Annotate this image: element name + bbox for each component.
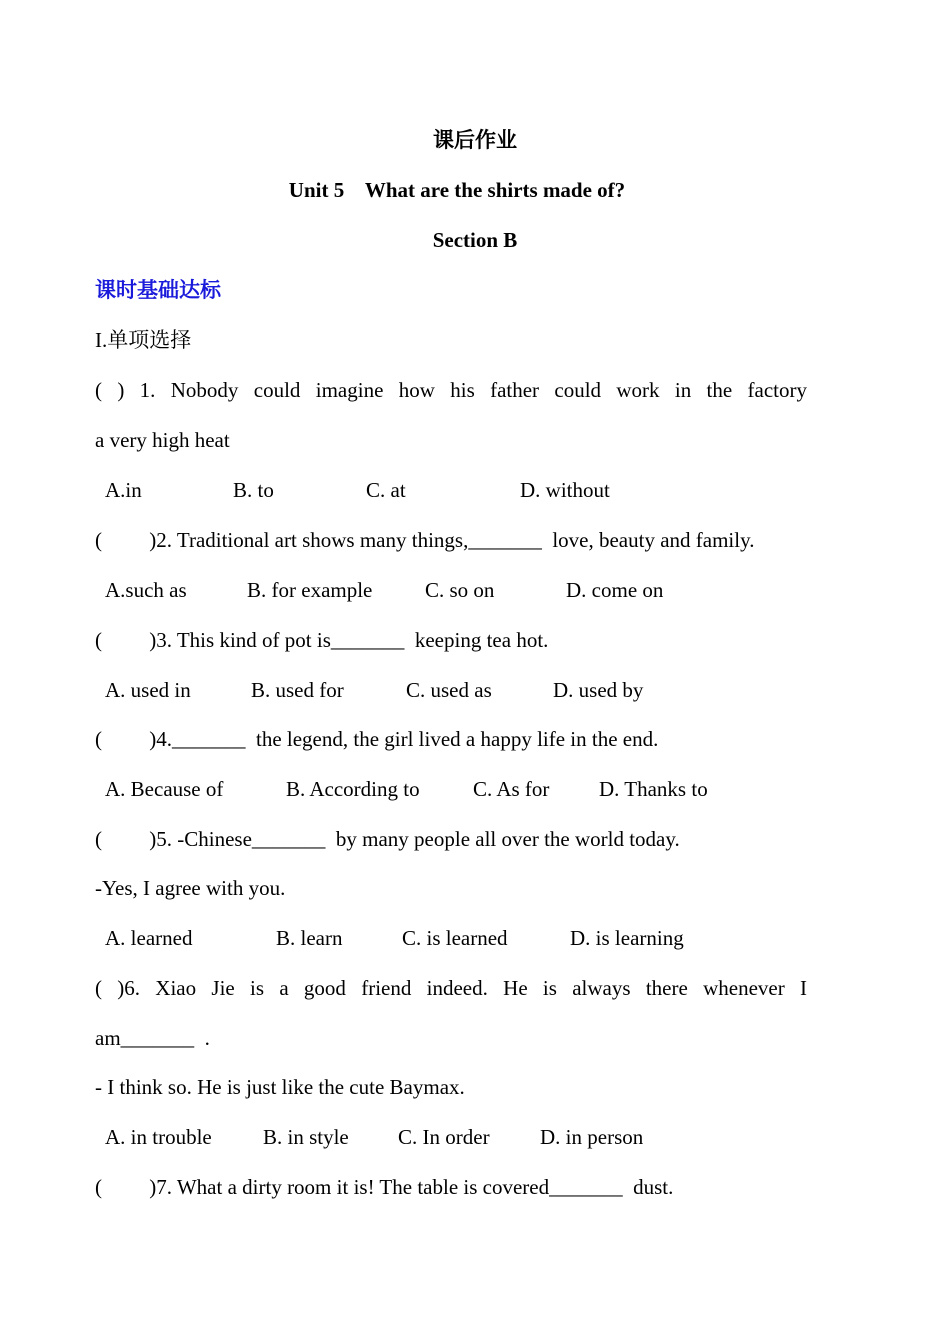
question-2-option-c: C. so on [425, 578, 495, 602]
part-heading: I.单项选择 [95, 328, 192, 352]
question-1-option-b: B. to [233, 478, 274, 502]
question-6-line3: - I think so. He is just like the cute Baymax. [95, 1075, 465, 1099]
question-6-option-a: A. in trouble [105, 1125, 212, 1149]
question-7-line1: ( )7. What a dirty room it is! The table is covered_______ dust. [95, 1175, 674, 1199]
question-5-option-a: A. learned [105, 926, 193, 950]
question-3-option-d: D. used by [553, 678, 644, 702]
question-4-line1: ( )4._______ the legend, the girl lived a happy life in the end. [95, 727, 659, 751]
question-1-line2: a very high heat [95, 428, 230, 452]
question-6-option-d: D. in person [540, 1125, 644, 1149]
question-5-option-b: B. learn [276, 926, 343, 950]
category-heading: 课时基础达标 [95, 278, 221, 302]
question-3-option-c: C. used as [406, 678, 492, 702]
question-5-option-c: C. is learned [402, 926, 508, 950]
question-6-option-c: C. In order [398, 1125, 490, 1149]
question-6-line1: ( )6. Xiao Jie is a good friend indeed. He is always there whenever I [95, 976, 807, 1000]
question-4-option-d: D. Thanks to [599, 777, 708, 801]
question-4-option-b: B. According to [286, 777, 420, 801]
unit-title: Unit 5 What are the shirts made of? [288, 178, 626, 202]
question-1-option-d: D. without [520, 478, 610, 502]
question-4-option-a: A. Because of [105, 777, 224, 801]
question-1-option-c: C. at [366, 478, 406, 502]
question-1-option-a: A.in [105, 478, 142, 502]
section-title: Section B [432, 228, 518, 252]
question-2-option-b: B. for example [247, 578, 373, 602]
question-6-line2: am_______ . [95, 1026, 210, 1050]
question-5-line2: -Yes, I agree with you. [95, 876, 286, 900]
question-5-option-d: D. is learning [570, 926, 684, 950]
question-3-line1: ( )3. This kind of pot is_______ keeping tea hot. [95, 628, 549, 652]
question-4-option-c: C. As for [473, 777, 550, 801]
question-2-line1: ( )2. Traditional art shows many things,_______ love, beauty and family. [95, 528, 755, 552]
question-5-line1: ( )5. -Chinese_______ by many people all over the world today. [95, 827, 680, 851]
question-3-option-a: A. used in [105, 678, 191, 702]
question-2-option-d: D. come on [566, 578, 664, 602]
question-1-line1: ( ) 1. Nobody could imagine how his father could work in the factory [95, 378, 807, 402]
question-2-option-a: A.such as [105, 578, 187, 602]
doc-title: 课后作业 [433, 128, 517, 152]
question-3-option-b: B. used for [251, 678, 344, 702]
question-6-option-b: B. in style [263, 1125, 349, 1149]
